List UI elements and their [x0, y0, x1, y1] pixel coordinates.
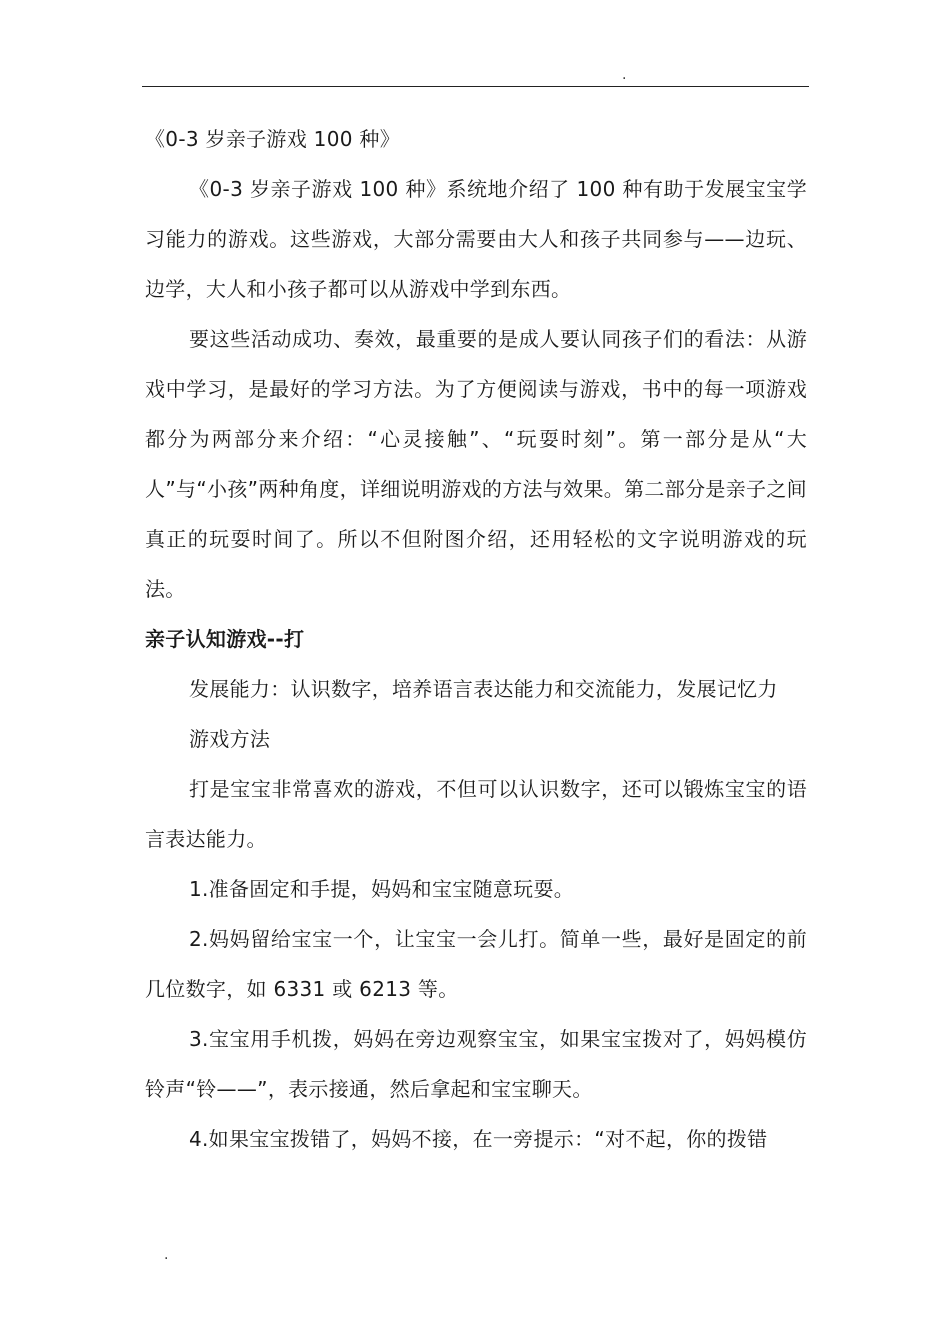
document-body	[145, 114, 807, 1164]
method-label: 游戏方法	[189, 727, 271, 751]
step-item: 1.准备固定和手提，妈妈和宝宝随意玩耍。	[189, 877, 575, 901]
ability-paragraph: 发展能力：认识数字，培养语言表达能力和交流能力，发展记忆力	[189, 677, 778, 701]
step-item: 2.妈妈留给宝宝一个，让宝宝一会儿打。简单一些，最好是固定的前几位数字，如 6331 或 6213 等。	[145, 927, 807, 1001]
header-mark: .	[622, 67, 627, 83]
method-intro: 打是宝宝非常喜欢的游戏，不但可以认识数字，还可以锻炼宝宝的语言表达能力。	[145, 777, 807, 851]
footer-mark: .	[164, 1247, 169, 1263]
step-item: 4.如果宝宝拨错了，妈妈不接，在一旁提示：“对不起，你的拨错	[189, 1127, 768, 1151]
document-title: 《0-3 岁亲子游戏 100 种》	[145, 127, 401, 151]
header-rule	[142, 86, 809, 87]
section-heading: 亲子认知游戏--打	[145, 627, 305, 651]
intro-paragraph-2: 要这些活动成功、奏效，最重要的是成人要认同孩子们的看法：从游戏中学习，是最好的学习方法。为了方便阅读与游戏，书中的每一项游戏都分为两部分来介绍：“心灵接触”、“玩耍时刻”。第一部分是从“大人”与“小孩”两种角度，详细说明游戏的方法与效果。第二部分是亲子之间真正的玩耍时间了。所以不但附图介绍，还用轻松的文字说明游戏的玩法。	[145, 327, 807, 601]
step-item: 3.宝宝用手机拨，妈妈在旁边观察宝宝，如果宝宝拨对了，妈妈模仿铃声“铃——”，表示接通，然后拿起和宝宝聊天。	[145, 1027, 807, 1101]
intro-paragraph-1: 《0-3 岁亲子游戏 100 种》系统地介绍了 100 种有助于发展宝宝学习能力的游戏。这些游戏，大部分需要由大人和孩子共同参与——边玩、边学，大人和小孩子都可以从游戏中学到东西。	[145, 177, 807, 301]
